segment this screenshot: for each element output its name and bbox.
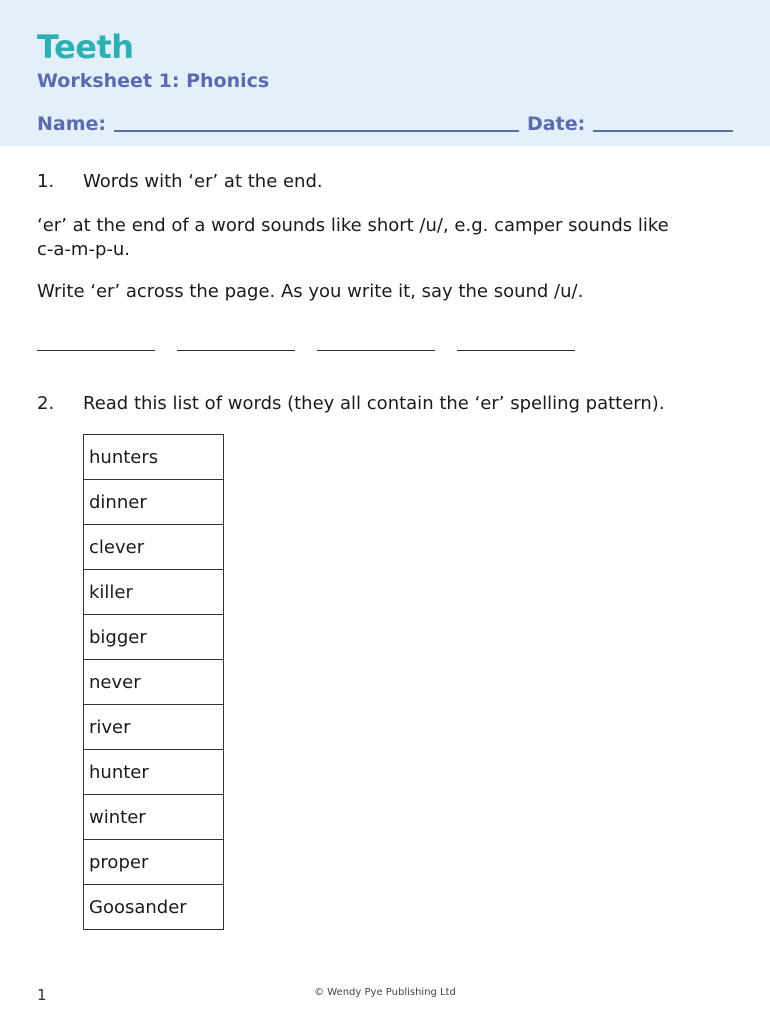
word-cell: never [84, 660, 224, 705]
table-row [84, 480, 224, 525]
question-1-heading: Words with ‘er’ at the end. [83, 171, 323, 192]
table-row [84, 570, 224, 615]
table-row [84, 885, 224, 930]
name-blank[interactable] [114, 112, 519, 132]
word-cell: clever [84, 525, 224, 570]
word-list-table [83, 434, 224, 930]
name-date-row [37, 112, 733, 135]
question-1-explanation-line-1: ‘er’ at the end of a word sounds like short /u/, e.g. camper sounds like [37, 215, 669, 236]
worksheet-title: Teeth [37, 28, 134, 66]
question-1-instruction: Write ‘er’ across the page. As you write it, say the sound /u/. [37, 281, 584, 302]
table-row [84, 660, 224, 705]
word-cell: dinner [84, 480, 224, 525]
question-1-explanation-line-2: c-a-m-p-u. [37, 239, 130, 260]
worksheet-header [0, 0, 770, 146]
writing-line[interactable] [317, 350, 435, 351]
word-cell: killer [84, 570, 224, 615]
word-cell: proper [84, 840, 224, 885]
date-label: Date: [527, 113, 586, 135]
table-row [84, 705, 224, 750]
word-cell: bigger [84, 615, 224, 660]
table-row [84, 795, 224, 840]
question-2-number: 2. [37, 393, 55, 414]
table-row [84, 525, 224, 570]
name-label: Name: [37, 113, 107, 135]
word-cell: winter [84, 795, 224, 840]
date-blank[interactable] [593, 112, 733, 132]
writing-line[interactable] [177, 350, 295, 351]
question-2-heading: Read this list of words (they all contain the ‘er’ spelling pattern). [83, 393, 665, 414]
table-row [84, 615, 224, 660]
table-row [84, 840, 224, 885]
table-row [84, 435, 224, 480]
word-cell: Goosander [84, 885, 224, 930]
page-number: 1 [37, 986, 47, 1004]
word-cell: hunters [84, 435, 224, 480]
copyright-notice: © Wendy Pye Publishing Ltd [314, 987, 456, 998]
table-row [84, 750, 224, 795]
worksheet-subtitle: Worksheet 1: Phonics [37, 70, 270, 92]
writing-line[interactable] [37, 350, 155, 351]
question-1-number: 1. [37, 171, 55, 192]
word-cell: river [84, 705, 224, 750]
word-cell: hunter [84, 750, 224, 795]
writing-line[interactable] [457, 350, 575, 351]
